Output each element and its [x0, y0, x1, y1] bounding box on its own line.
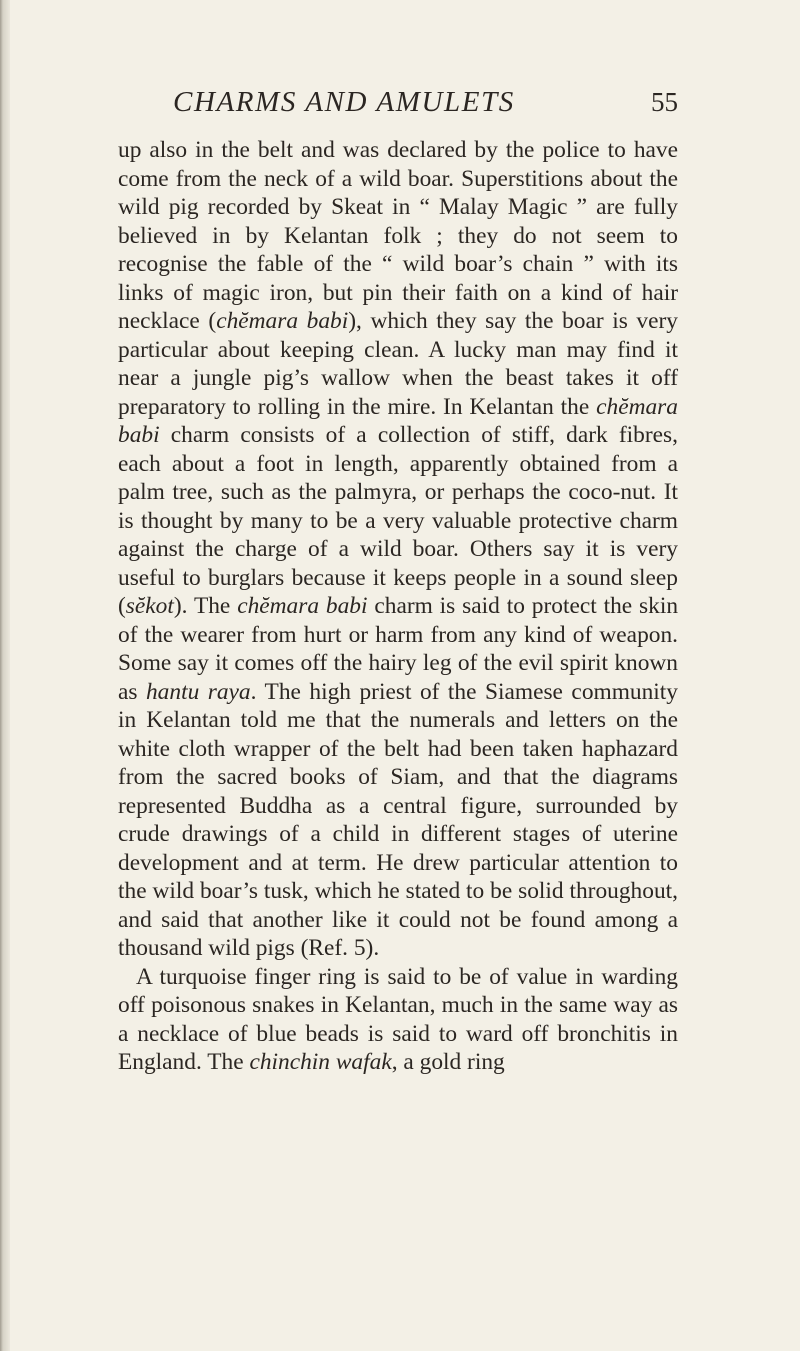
text-segment: . The high priest of the Siamese community in Kelantan told me that the numerals and letters on the white cloth wrapper of the belt had been taken haphazard from the sacred books of Siam, and that the diagrams represented Buddha as a central figure, surrounded by crude drawings of a child in different stages of uterine development and at term. He drew particular attention to the wild boar’s tusk, which he stated to be solid throughout, and said that another like it could not be found among a thousand wild pigs (Ref. 5).	[118, 678, 678, 961]
body-text	[118, 136, 678, 1077]
text-segment: ). The	[173, 593, 238, 619]
text-segment: up also in the belt and was declared by the police to have come from the neck of a wild boar. Superstitions about the wild pig recorded by Skeat in “ Malay Magic ” are fully believed in by Kelantan folk ; they do not seem to recognise the fable of the “ wild boar’s chain ” with its links of magic iron, but pin their faith on a kind of hair necklace (	[118, 137, 678, 334]
italic-term: chĕmara babi	[216, 308, 349, 334]
text-segment: ), which they say the boar is very particular about keeping clean. A lucky man may find it near a jungle pig’s wallow when the beast takes it off preparatory to rolling in the mire. In Kelantan the	[118, 308, 678, 420]
italic-term: chinchin wafak	[249, 1049, 392, 1075]
running-title: CHARMS AND AMULETS	[173, 86, 515, 118]
running-head	[118, 84, 678, 120]
italic-term: hantu raya	[145, 678, 251, 705]
italic-term: sĕkot	[125, 593, 174, 619]
text-segment: charm is said to protect the skin of the wearer from hurt or harm from any kind of weapon. Some say it comes off the hairy leg of the evil spirit known as	[118, 593, 679, 705]
italic-term: chĕmara babi	[118, 393, 678, 448]
page-number: 55	[651, 87, 678, 117]
text-segment: charm consists of a collection of stiff, dark fibres, each about a foot in length, apparently obtained from a palm tree, such as the palmyra, or perhaps the coco-nut. It is thought by many to be a very valuable protective charm against the charge of a wild boar. Others say it is very useful to burglars because it keeps people in a sound sleep (	[118, 422, 678, 619]
italic-term: chĕmara babi	[237, 593, 368, 619]
book-spine-shadow	[0, 0, 10, 1351]
paragraph-2	[118, 963, 678, 1077]
text-segment: A turquoise finger ring is said to be of value in warding off poisonous snakes in Kelantan, much in the same way as a necklace of blue beads is said to ward off bronchitis in England. The	[118, 963, 678, 1075]
text-segment: , a gold ring	[391, 1049, 505, 1075]
paragraph-1	[118, 136, 678, 963]
